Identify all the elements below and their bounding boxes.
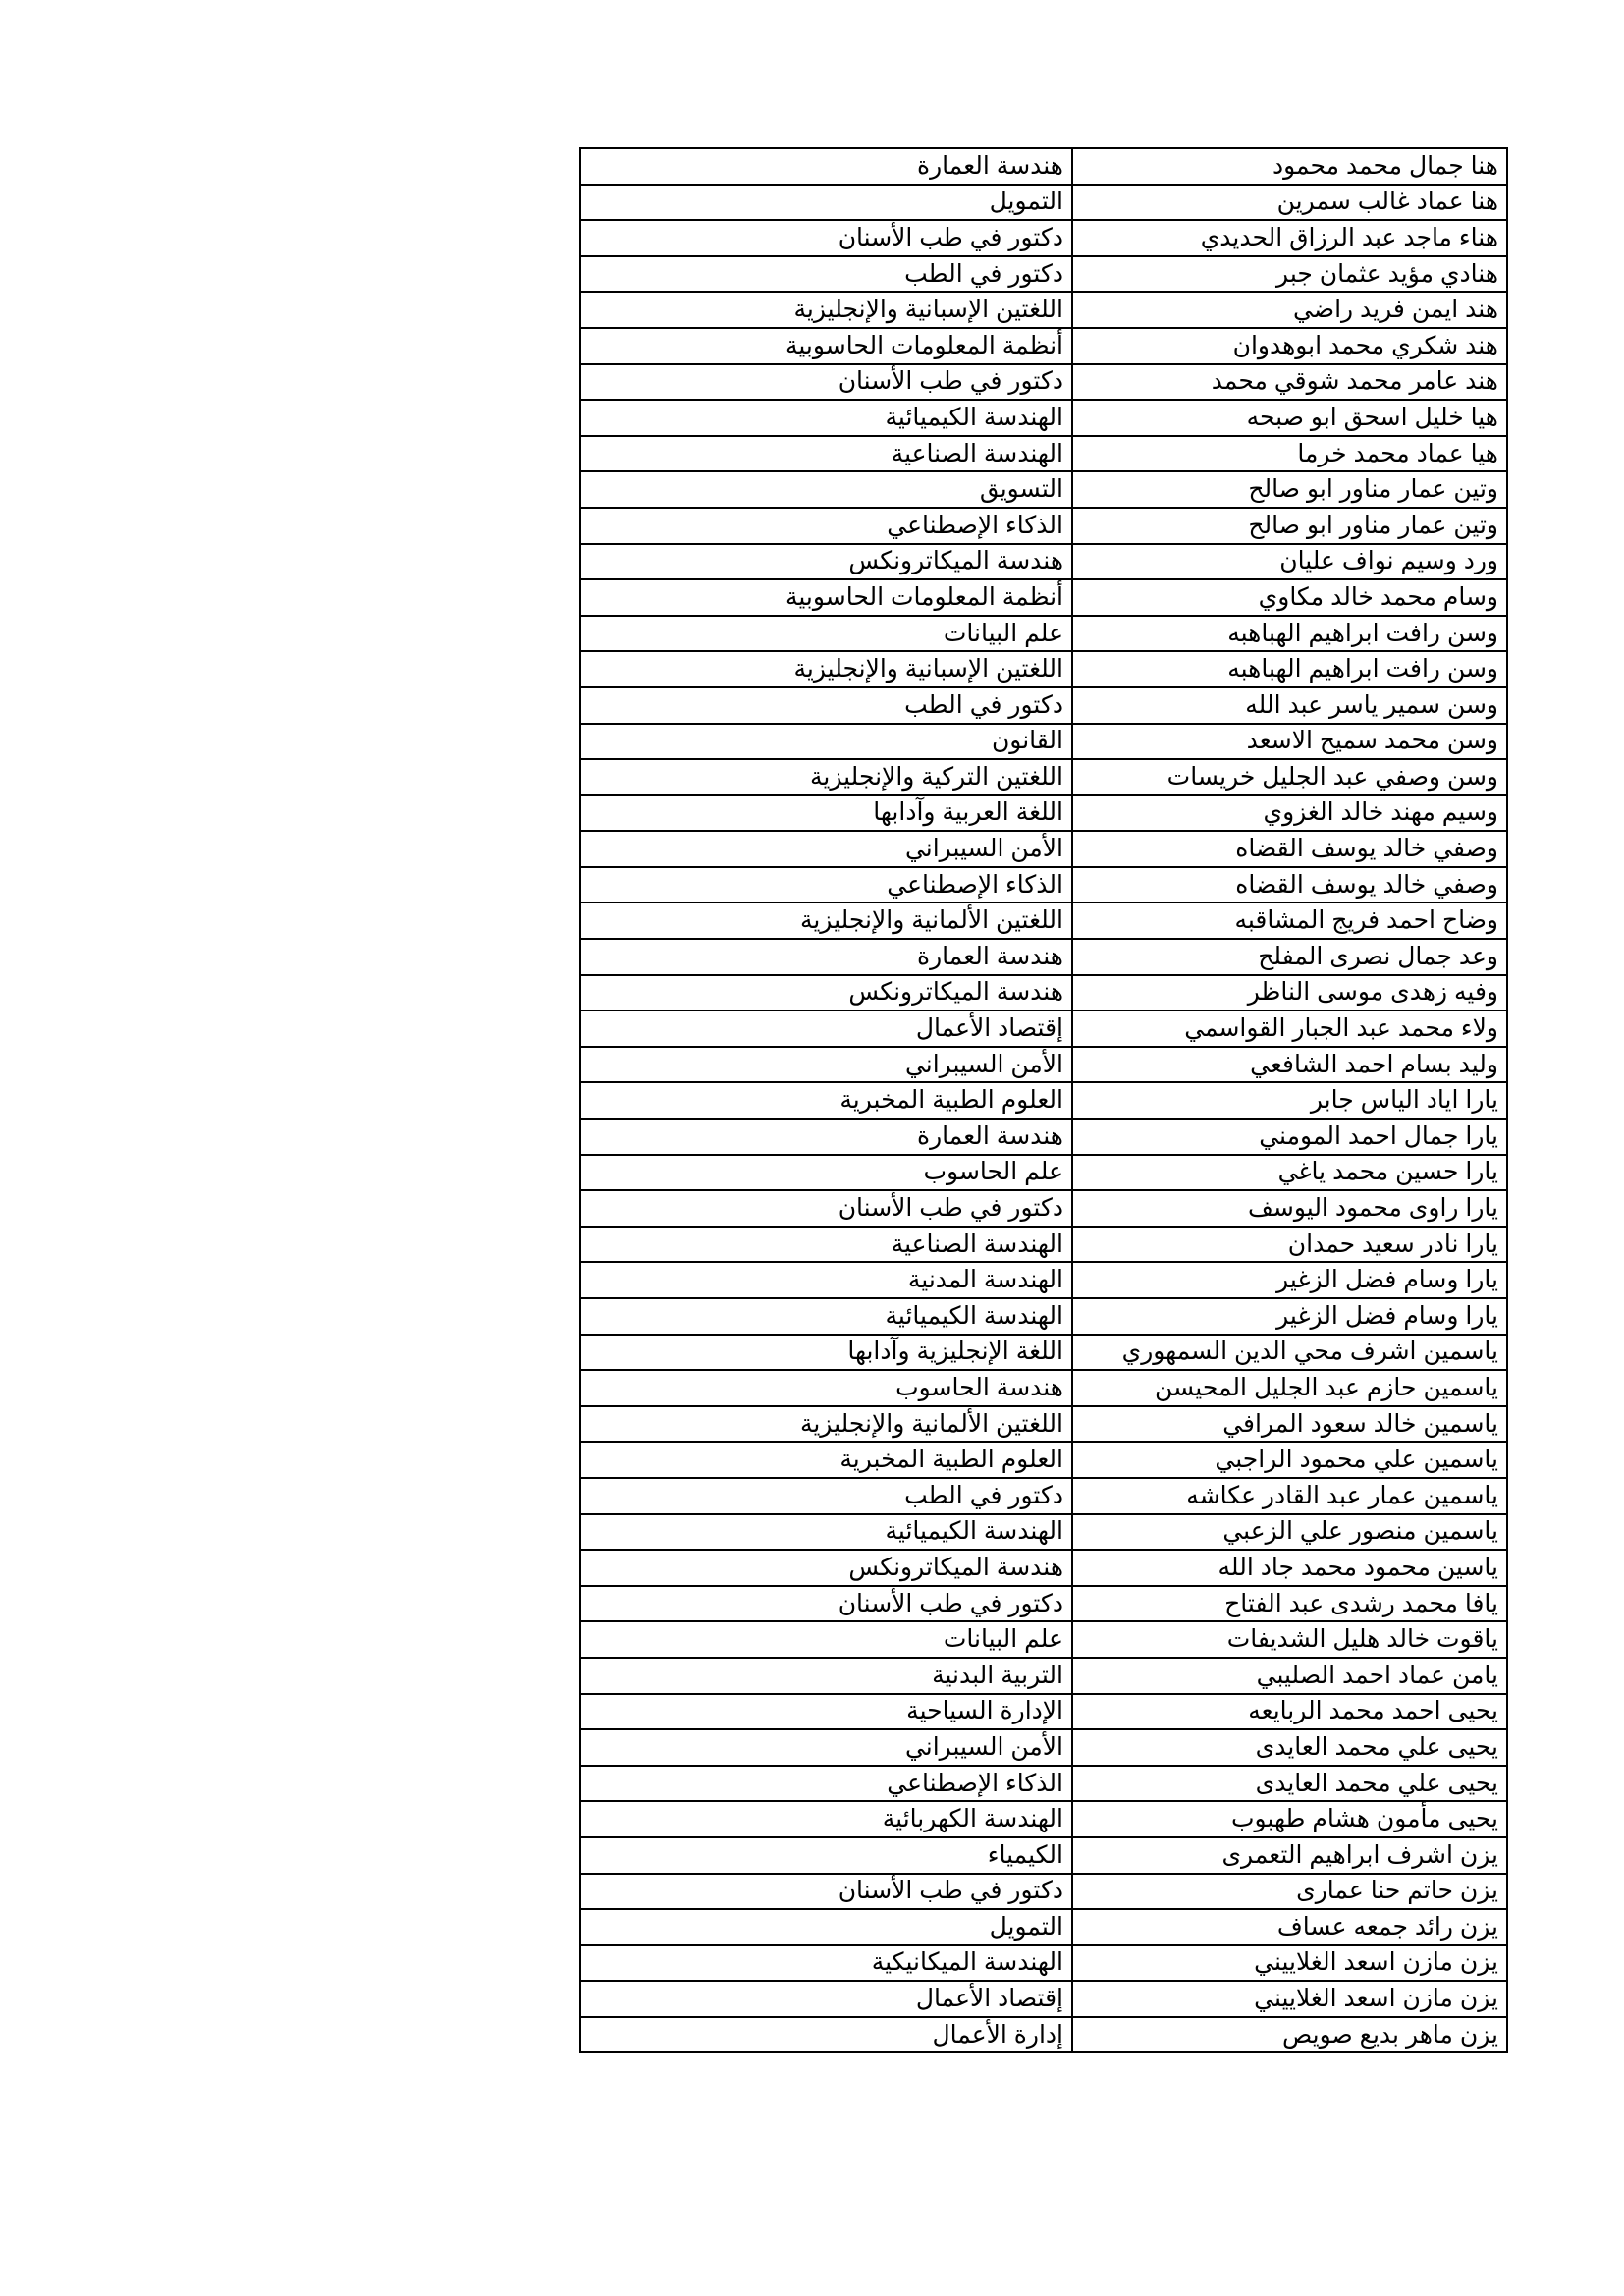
major-cell: الذكاء الإصطناعي — [580, 1766, 1072, 1802]
major-cell: هندسة العمارة — [580, 939, 1072, 975]
student-name-cell: ياسمين خالد سعود المرافي — [1072, 1406, 1507, 1443]
student-name-cell: وفيه زهدى موسى الناظر — [1072, 975, 1507, 1011]
student-name-cell: هند عامر محمد شوقي محمد — [1072, 364, 1507, 401]
table-row — [580, 1478, 1507, 1514]
major-cell: إدارة الأعمال — [580, 2017, 1072, 2053]
student-name-cell: يارا نادر سعيد حمدان — [1072, 1227, 1507, 1263]
table-row — [580, 1766, 1507, 1802]
major-cell: اللغتين الإسبانية والإنجليزية — [580, 651, 1072, 687]
major-cell: اللغتين التركية والإنجليزية — [580, 759, 1072, 795]
student-name-cell: هند شكري محمد ابوهدوان — [1072, 328, 1507, 364]
major-cell: دكتور في طب الأسنان — [580, 1586, 1072, 1622]
major-cell: اللغتين الألمانية والإنجليزية — [580, 1406, 1072, 1443]
major-cell: اللغتين الإسبانية والإنجليزية — [580, 292, 1072, 328]
student-name-cell: يزن حاتم حنا عمارى — [1072, 1874, 1507, 1910]
table-row — [580, 1047, 1507, 1083]
major-cell: الهندسة الصناعية — [580, 436, 1072, 472]
major-cell: التمويل — [580, 185, 1072, 221]
major-cell: الهندسة الميكانيكية — [580, 1945, 1072, 1982]
major-cell: الذكاء الإصطناعي — [580, 508, 1072, 544]
table-row — [580, 1981, 1507, 2017]
student-name-cell: هنا عماد غالب سمرين — [1072, 185, 1507, 221]
table-row — [580, 902, 1507, 939]
major-cell: اللغة العربية وآدابها — [580, 795, 1072, 832]
student-name-cell: وليد بسام احمد الشافعي — [1072, 1047, 1507, 1083]
major-cell: دكتور في طب الأسنان — [580, 364, 1072, 401]
table-row — [580, 292, 1507, 328]
table-row — [580, 1335, 1507, 1371]
student-name-cell: يزن اشرف ابراهيم التعمرى — [1072, 1837, 1507, 1874]
table-row — [580, 975, 1507, 1011]
student-name-cell: هناء ماجد عبد الرزاق الحديدي — [1072, 220, 1507, 256]
table-row — [580, 795, 1507, 832]
major-cell: التربية البدنية — [580, 1658, 1072, 1694]
student-name-cell: وسيم مهند خالد الغزوي — [1072, 795, 1507, 832]
major-cell: الإدارة السياحية — [580, 1694, 1072, 1730]
table-row — [580, 831, 1507, 867]
table-row — [580, 1082, 1507, 1119]
student-name-cell: وصفي خالد يوسف القضاه — [1072, 867, 1507, 903]
student-name-cell: هنا جمال محمد محمود — [1072, 148, 1507, 185]
table-row — [580, 1227, 1507, 1263]
table-row — [580, 544, 1507, 580]
major-cell: الأمن السيبراني — [580, 831, 1072, 867]
major-cell: الكيمياء — [580, 1837, 1072, 1874]
major-cell: إقتصاد الأعمال — [580, 1011, 1072, 1047]
student-name-cell: ياسمين منصور علي الزعبي — [1072, 1514, 1507, 1551]
table-row — [580, 1011, 1507, 1047]
major-cell: هندسة الميكاترونكس — [580, 1550, 1072, 1586]
major-cell: الهندسة الصناعية — [580, 1227, 1072, 1263]
major-cell: الهندسة الكهربائية — [580, 1801, 1072, 1837]
student-name-cell: وسن رافت ابراهيم الهباهبه — [1072, 616, 1507, 652]
table-row — [580, 2017, 1507, 2053]
table-body — [580, 148, 1507, 2052]
student-name-cell: يارا راوى محمود اليوسف — [1072, 1190, 1507, 1227]
student-name-cell: هند ايمن فريد راضي — [1072, 292, 1507, 328]
table-row — [580, 400, 1507, 436]
table-row — [580, 1658, 1507, 1694]
major-cell: الهندسة الكيميائية — [580, 1514, 1072, 1551]
major-cell: هندسة العمارة — [580, 148, 1072, 185]
major-cell: العلوم الطبية المخبرية — [580, 1442, 1072, 1478]
major-cell: هندسة الميكاترونكس — [580, 975, 1072, 1011]
student-name-cell: يارا جمال احمد المومني — [1072, 1119, 1507, 1155]
student-name-cell: يحيى مأمون هشام طهبوب — [1072, 1801, 1507, 1837]
student-name-cell: يارا اياد الياس جابر — [1072, 1082, 1507, 1119]
table-row — [580, 1729, 1507, 1766]
major-cell: التسويق — [580, 471, 1072, 508]
student-name-cell: وضاح احمد فريج المشاقبه — [1072, 902, 1507, 939]
student-name-cell: وصفي خالد يوسف القضاه — [1072, 831, 1507, 867]
table-row — [580, 1586, 1507, 1622]
table-row — [580, 867, 1507, 903]
table-row — [580, 185, 1507, 221]
student-name-cell: يحيى علي محمد العايدى — [1072, 1729, 1507, 1766]
major-cell: دكتور في الطب — [580, 256, 1072, 293]
student-name-cell: وسن رافت ابراهيم الهباهبه — [1072, 651, 1507, 687]
major-cell: علم البيانات — [580, 616, 1072, 652]
major-cell: إقتصاد الأعمال — [580, 1981, 1072, 2017]
major-cell: الهندسة الكيميائية — [580, 400, 1072, 436]
table-row — [580, 687, 1507, 724]
student-name-cell: يزن مازن اسعد الغلاييني — [1072, 1945, 1507, 1982]
major-cell: اللغتين الألمانية والإنجليزية — [580, 902, 1072, 939]
student-name-cell: يارا حسين محمد ياغي — [1072, 1155, 1507, 1191]
major-cell: علم الحاسوب — [580, 1155, 1072, 1191]
student-name-cell: يحيى احمد محمد الربايعه — [1072, 1694, 1507, 1730]
student-name-cell: يحيى علي محمد العايدى — [1072, 1766, 1507, 1802]
student-name-cell: يافا محمد رشدى عبد الفتاح — [1072, 1586, 1507, 1622]
table-row — [580, 1119, 1507, 1155]
table-row — [580, 1694, 1507, 1730]
table-row — [580, 1874, 1507, 1910]
student-name-cell: هيا عماد محمد خرما — [1072, 436, 1507, 472]
student-name-cell: ياسمين عمار عبد القادر عكاشه — [1072, 1478, 1507, 1514]
student-name-cell: ياسين محمود محمد جاد الله — [1072, 1550, 1507, 1586]
major-cell: الهندسة الكيميائية — [580, 1298, 1072, 1335]
student-name-cell: يامن عماد احمد الصليبي — [1072, 1658, 1507, 1694]
student-name-cell: ياسمين اشرف محي الدين السمهوري — [1072, 1335, 1507, 1371]
major-cell: دكتور في طب الأسنان — [580, 220, 1072, 256]
student-name-cell: وعد جمال نصرى المفلح — [1072, 939, 1507, 975]
major-cell: هندسة الحاسوب — [580, 1370, 1072, 1406]
student-name-cell: ياسمين حازم عبد الجليل المحيسن — [1072, 1370, 1507, 1406]
student-name-cell: ولاء محمد عبد الجبار القواسمي — [1072, 1011, 1507, 1047]
major-cell: هندسة الميكاترونكس — [580, 544, 1072, 580]
table-row — [580, 1406, 1507, 1443]
major-cell: دكتور في الطب — [580, 687, 1072, 724]
student-name-cell: يزن مازن اسعد الغلاييني — [1072, 1981, 1507, 2017]
student-name-cell: هيا خليل اسحق ابو صبحه — [1072, 400, 1507, 436]
student-name-cell: يارا وسام فضل الزغير — [1072, 1298, 1507, 1335]
table-row — [580, 1945, 1507, 1982]
table-row — [580, 616, 1507, 652]
table-row — [580, 1837, 1507, 1874]
major-cell: القانون — [580, 724, 1072, 760]
major-cell: الأمن السيبراني — [580, 1729, 1072, 1766]
table-row — [580, 939, 1507, 975]
student-name-cell: ياقوت خالد هليل الشديفات — [1072, 1621, 1507, 1658]
table-row — [580, 256, 1507, 293]
student-name-cell: وسام محمد خالد مكاوي — [1072, 579, 1507, 616]
student-name-cell: وتين عمار مناور ابو صالح — [1072, 471, 1507, 508]
table-row — [580, 724, 1507, 760]
table-row — [580, 1621, 1507, 1658]
table-row — [580, 328, 1507, 364]
table-row — [580, 1442, 1507, 1478]
student-name-cell: وتين عمار مناور ابو صالح — [1072, 508, 1507, 544]
table-row — [580, 1190, 1507, 1227]
student-name-cell: يارا وسام فضل الزغير — [1072, 1262, 1507, 1298]
major-cell: الهندسة المدنية — [580, 1262, 1072, 1298]
major-cell: أنظمة المعلومات الحاسوبية — [580, 579, 1072, 616]
table-row — [580, 579, 1507, 616]
table-row — [580, 1262, 1507, 1298]
table-row — [580, 759, 1507, 795]
table-row — [580, 148, 1507, 185]
table-row — [580, 1550, 1507, 1586]
major-cell: دكتور في الطب — [580, 1478, 1072, 1514]
table-row — [580, 220, 1507, 256]
student-name-cell: وسن سمير ياسر عبد الله — [1072, 687, 1507, 724]
major-cell: دكتور في طب الأسنان — [580, 1190, 1072, 1227]
major-cell: اللغة الإنجليزية وآدابها — [580, 1335, 1072, 1371]
student-name-cell: وسن محمد سميح الاسعد — [1072, 724, 1507, 760]
table-row — [580, 436, 1507, 472]
major-cell: دكتور في طب الأسنان — [580, 1874, 1072, 1910]
major-cell: التمويل — [580, 1909, 1072, 1945]
student-name-cell: ياسمين علي محمود الراجبي — [1072, 1442, 1507, 1478]
student-majors-table — [579, 147, 1508, 2053]
table-row — [580, 1298, 1507, 1335]
table-row — [580, 1514, 1507, 1551]
major-cell: الأمن السيبراني — [580, 1047, 1072, 1083]
table-row — [580, 1370, 1507, 1406]
table-row — [580, 364, 1507, 401]
table-row — [580, 1155, 1507, 1191]
major-cell: العلوم الطبية المخبرية — [580, 1082, 1072, 1119]
student-name-cell: يزن ماهر بديع صويص — [1072, 2017, 1507, 2053]
table-row — [580, 508, 1507, 544]
student-name-cell: ورد وسيم نواف عليان — [1072, 544, 1507, 580]
major-cell: هندسة العمارة — [580, 1119, 1072, 1155]
table-row — [580, 471, 1507, 508]
major-cell: علم البيانات — [580, 1621, 1072, 1658]
major-cell: أنظمة المعلومات الحاسوبية — [580, 328, 1072, 364]
table-row — [580, 651, 1507, 687]
table-row — [580, 1909, 1507, 1945]
student-name-cell: يزن رائد جمعه عساف — [1072, 1909, 1507, 1945]
major-cell: الذكاء الإصطناعي — [580, 867, 1072, 903]
student-name-cell: وسن وصفي عبد الجليل خريسات — [1072, 759, 1507, 795]
table-row — [580, 1801, 1507, 1837]
student-name-cell: هنادي مؤيد عثمان جبر — [1072, 256, 1507, 293]
